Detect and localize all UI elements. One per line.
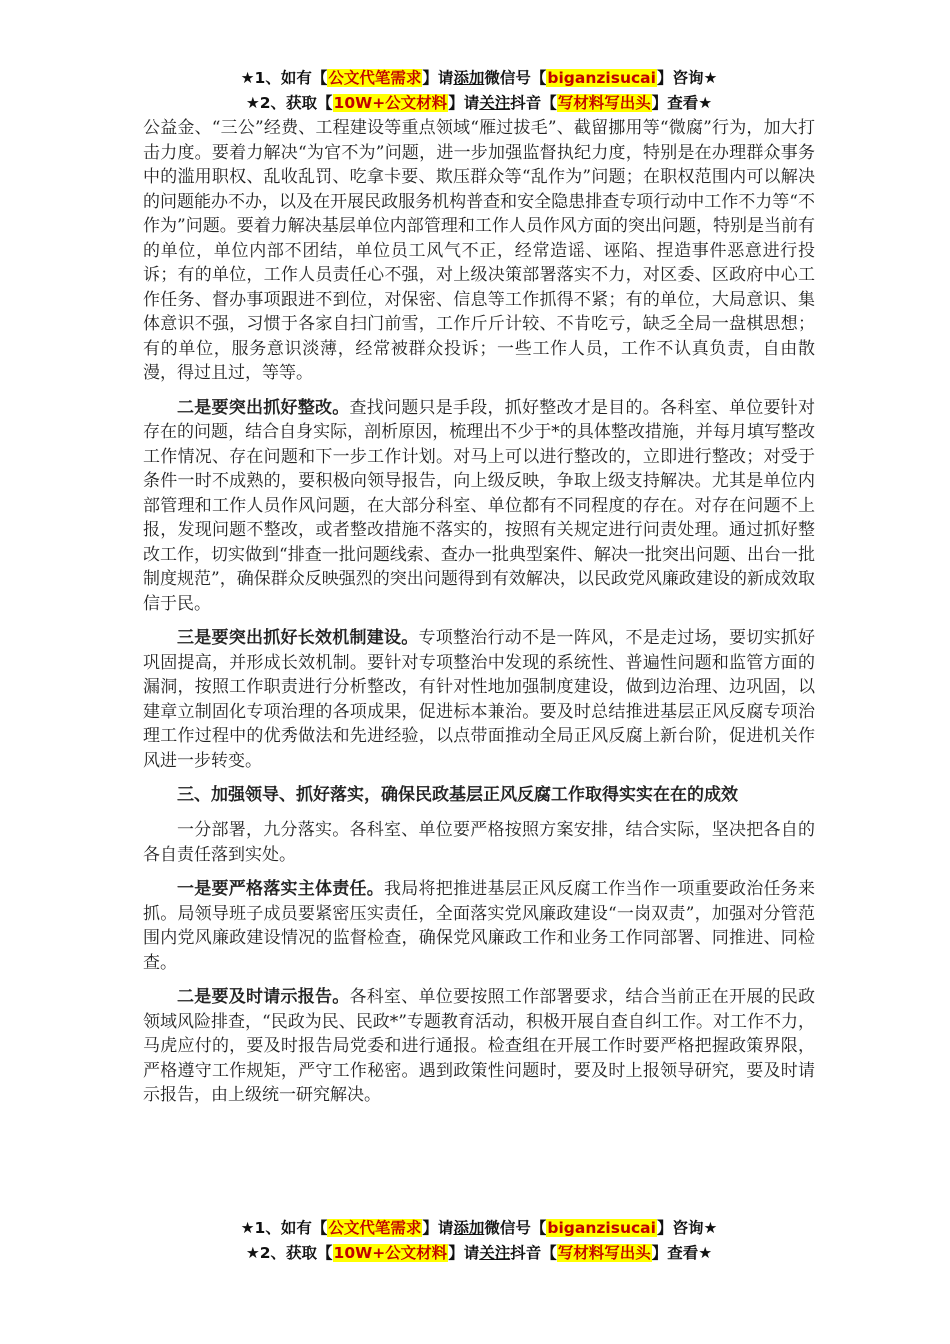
promo-text: 微信号【 [484,69,547,87]
promo-text: ★2、获取【 [245,1244,333,1262]
promo-underline: 关注 [479,94,511,112]
promo-text: 】查看★ [651,1244,713,1262]
promo-text: 】请 [448,94,480,112]
document-page [143,66,815,1108]
promo-banner-top [143,66,815,116]
paragraph-6 [143,985,815,1108]
paragraph-lead: 三是要突出抓好长效机制建设。 [177,628,419,648]
promo-highlight: 写材料写出头 [557,1244,651,1262]
paragraph-text: 各科室、单位要按照工作部署要求，结合当前正在开展的民政领域风险排查，“民政为民、民政*”专题教育活动，积极开展自查自纠工作。对工作不力，马虎应付的，要及时报告局党委和进行通报。检查组在开展工作时要严格把握政策界限，严格遵守工作规矩，严守工作秘密。遇到政策性问题时，要及时上报领导研究，要及时请示报告，由上级统一研究解决。 [143,987,815,1105]
promo-highlight: 写材料写出头 [557,94,651,112]
promo-underline: 添加 [453,69,485,87]
promo-text: ★1、如有【 [240,1219,328,1237]
promo-text: 抖音【 [510,1244,557,1262]
promo-line-1 [143,1216,815,1241]
promo-text: 】请 [448,1244,480,1262]
promo-highlight: 10W+公文材料 [333,94,448,112]
promo-highlight: biganzisucai [547,1219,656,1237]
paragraph-4: 一分部署，九分落实。各科室、单位要严格按照方案安排，结合实际，坚决把各自的各自责任落到实处。 [143,820,815,865]
paragraph-text: 专项整治行动不是一阵风，不是走过场，要切实抓好巩固提高，并形成长效机制。要针对专项整治中发现的系统性、普遍性问题和监管方面的漏洞，按照工作职责进行分析整改，有针对性地加强制度建设，做到边治理、边巩固，以建章立制固化专项治理的各项成果，促进标本兼治。要及时总结推进基层正风反腐专项治理工作过程中的优秀做法和先进经验，以点带面推动全局正风反腐上新台阶，促进机关作风进一步转变。 [143,628,815,771]
paragraph-1: 公益金、“三公”经费、工程建设等重点领域“雁过拔毛”、截留挪用等“微腐”行为，加大打击力度。要着力解决“为官不为”问题，进一步加强监督执纪力度，特别是在办理群众事务中的滥用职权、乱收乱罚、吃拿卡要、欺压群众等“乱作为”问题；在职权范围内可以解决的问题能办不办，以及在开展民政服务机构普查和安全隐患排查专项行动中工作不力等“不作为”问题。要着力解决基层单位内部管理和工作人员作风方面的突出问题，特别是当前有的单位，单位内部不团结，单位员工风气不正，经常造谣、诬陷、捏造事件恶意进行投诉；有的单位，工作人员责任心不强，对上级决策部署落实不力，对区委、区政府中心工作任务、督办事项跟进不到位，对保密、信息等工作抓得不紧；有的单位，大局意识、集体意识不强，习惯于各家自扫门前雪，工作斤斤计较、不肯吃亏，缺乏全局一盘棋思想；有的单位，服务意识淡薄，经常被群众投诉；一些工作人员，工作不认真负责，自由散漫，得过且过，等等。 [143,118,815,383]
paragraph-lead: 一是要严格落实主体责任。 [177,879,384,899]
paragraph-lead: 二是要突出抓好整改。 [177,397,350,418]
promo-text: 抖音【 [510,94,557,112]
promo-text: ★1、如有【 [240,69,328,87]
promo-highlight: 公文代笔需求 [328,69,422,87]
promo-banner-bottom [143,1216,815,1266]
promo-text: 】咨询★ [656,1219,718,1237]
promo-line-2 [143,1241,815,1266]
paragraph-5 [143,877,815,975]
promo-text: 】请 [422,69,454,87]
promo-text: 】请 [422,1219,454,1237]
promo-highlight: biganzisucai [547,69,656,87]
promo-line-2 [143,91,815,116]
promo-underline: 添加 [453,1219,485,1237]
section-heading-3: 三、加强领导、抓好落实，确保民政基层正风反腐工作取得实实在在的成效 [177,785,738,805]
promo-highlight: 公文代笔需求 [328,1219,422,1237]
paragraph-2 [143,396,815,617]
promo-underline: 关注 [479,1244,511,1262]
paragraph-text: 我局将把推进基层正风反腐工作当作一项重要政治任务来抓。局领导班子成员要紧密压实责任，全面落实党风廉政建设“一岗双责”，加强对分管范围内党风廉政建设情况的监督检查，确保党风廉政工作和业务工作同部署、同推进、同检查。 [143,879,815,973]
promo-highlight: 10W+公文材料 [333,1244,448,1262]
promo-text: 微信号【 [484,1219,547,1237]
paragraph-lead: 二是要及时请示报告。 [177,987,350,1007]
promo-text: ★2、获取【 [245,94,333,112]
paragraph-text: 查找问题只是手段，抓好整改才是目的。各科室、单位要针对存在的问题，结合自身实际，剖析原因，梳理出不少于*的具体整改措施，并每月填写整改工作情况、存在问题和下一步工作计划。对马上可以进行整改的，立即进行整改；对受于条件一时不成熟的，要积极向领导报告，向上级反映，争取上级支持解决。尤其是单位内部管理和工作人员作风问题，在大部分科室、单位都有不同程度的存在。对存在问题不上报，发现问题不整改，或者整改措施不落实的，按照有关规定进行问责处理。通过抓好整改工作，切实做到“排查一批问题线索、查办一批典型案件、解决一批突出问题、出台一批制度规范”，确保群众反映强烈的突出问题得到有效解决，以民政党风廉政建设的新成效取信于民。 [143,397,815,614]
promo-line-1 [143,66,815,91]
paragraph-3 [143,626,815,773]
promo-text: 】咨询★ [656,69,718,87]
promo-text: 】查看★ [651,94,713,112]
